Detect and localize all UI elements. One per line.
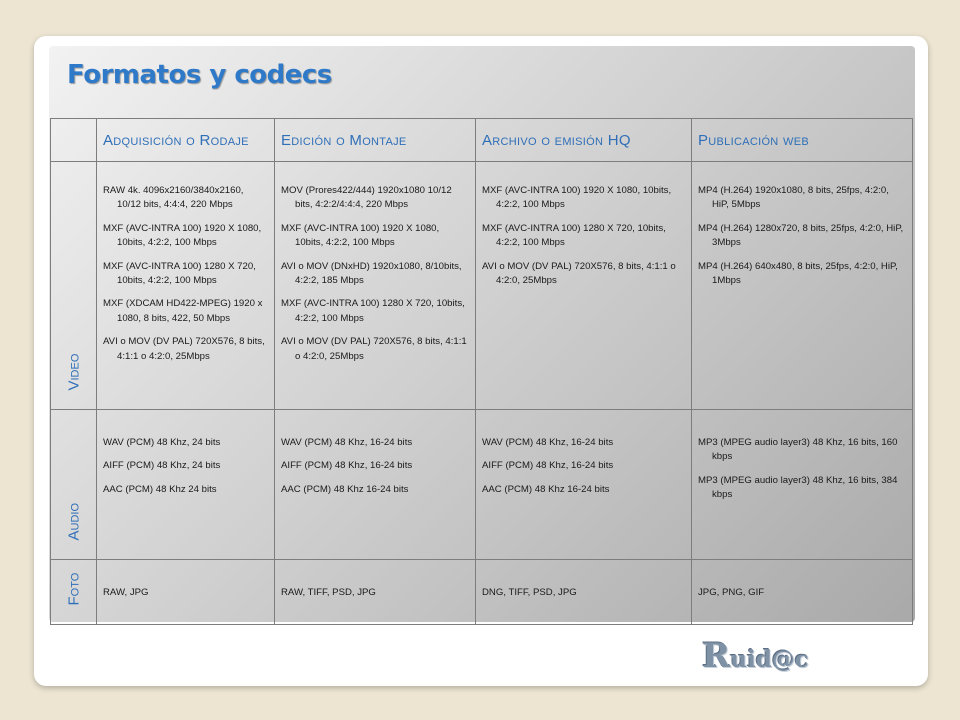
column-header: Adquisición o Rodaje [97, 119, 275, 162]
cell-entry: AIFF (PCM) 48 Khz, 24 bits [103, 460, 221, 472]
table-cell [275, 560, 476, 625]
table-cell [97, 560, 275, 625]
table-cell [275, 410, 476, 560]
table-cell [97, 162, 275, 410]
page-title: Formatos y codecs [67, 60, 332, 90]
cell-entry: AVI o MOV (DV PAL) 720X576, 8 bits, 4:1:1 o 4:2:0, 25Mbps [482, 260, 676, 286]
table-row-video [51, 162, 913, 410]
cell-entry: RAW, JPG [103, 587, 149, 598]
table-cell [97, 410, 275, 560]
table-cell [476, 410, 692, 560]
column-header: Edición o Montaje [275, 119, 476, 162]
cell-entry: MXF (XDCAM HD422-MPEG) 1920 x 1080, 8 bits, 422, 50 Mbps [103, 298, 263, 324]
table-row-foto [51, 560, 913, 625]
ruidac-logo [702, 636, 809, 676]
table-cell [692, 162, 913, 410]
logo-initial: R [702, 636, 731, 676]
cell-entry: AVI o MOV (DV PAL) 720X576, 8 bits, 4:1:1 o 4:2:0, 25Mbps [103, 336, 265, 362]
cell-entry: MP3 (MPEG audio layer3) 48 Khz, 16 bits, 160 kbps [698, 437, 898, 463]
cell-entry: WAV (PCM) 48 Khz, 24 bits [103, 437, 221, 448]
cell-entry: DNG, TIFF, PSD, JPG [482, 587, 577, 598]
cell-entry: MXF (AVC-INTRA 100) 1920 X 1080, 10bits, 4:2:2, 100 Mbps [103, 222, 262, 249]
cell-entry: MP4 (H.264) 1280x720, 8 bits, 25fps, 4:2:0, HiP, 3Mbps [698, 222, 904, 249]
cell-entry: MP4 (H.264) 1920x1080, 8 bits, 25fps, 4:2:0, HiP, 5Mbps [698, 185, 889, 211]
cell-entry: MP3 (MPEG audio layer3) 48 Khz, 16 bits, 384 kbps [698, 474, 898, 501]
cell-entry: RAW 4k. 4096x2160/3840x2160, 10/12 bits, 4:4:4, 220 Mbps [103, 185, 244, 211]
logo-text: uid@c [730, 646, 809, 673]
cell-entry: AAC (PCM) 48 Khz 16-24 bits [482, 483, 610, 495]
cell-entry: AIFF (PCM) 48 Khz, 16-24 bits [281, 460, 413, 472]
cell-entry: MOV (Prores422/444) 1920x1080 10/12 bits, 4:2:2/4:4:4, 220 Mbps [281, 185, 452, 211]
cell-entry: WAV (PCM) 48 Khz, 16-24 bits [281, 437, 413, 448]
cell-entry: AVI o MOV (DNxHD) 1920x1080, 8/10bits, 4:2:2, 185 Mbps [281, 260, 462, 286]
table-cell [692, 410, 913, 560]
table-cell [476, 560, 692, 625]
cell-entry: MXF (AVC-INTRA 100) 1920 X 1080, 10bits, 4:2:2, 100 Mbps [482, 185, 672, 211]
cell-entry: AAC (PCM) 48 Khz 16-24 bits [281, 483, 409, 495]
cell-entry: AVI o MOV (DV PAL) 720X576, 8 bits, 4:1:1 o 4:2:0, 25Mbps [281, 336, 467, 362]
cell-entry: MXF (AVC-INTRA 100) 1280 X 720, 10bits, 4:2:2, 100 Mbps [482, 222, 666, 249]
column-header: Publicación web [692, 119, 913, 162]
table-header-row [51, 119, 913, 162]
cell-entry: AIFF (PCM) 48 Khz, 16-24 bits [482, 460, 614, 472]
row-header: Foto [51, 560, 97, 625]
formats-table [50, 118, 913, 625]
cell-entry: AAC (PCM) 48 Khz 24 bits [103, 483, 217, 495]
corner-cell [51, 119, 97, 162]
table-row-audio [51, 410, 913, 560]
cell-entry: MXF (AVC-INTRA 100) 1920 X 1080, 10bits, 4:2:2, 100 Mbps [281, 222, 440, 249]
cell-entry: RAW, TIFF, PSD, JPG [281, 587, 376, 598]
cell-entry: WAV (PCM) 48 Khz, 16-24 bits [482, 437, 614, 448]
cell-entry: JPG, PNG, GIF [698, 587, 765, 598]
table-cell [476, 162, 692, 410]
cell-entry: MXF (AVC-INTRA 100) 1280 X 720, 10bits, 4:2:2, 100 Mbps [281, 298, 465, 324]
cell-entry: MP4 (H.264) 640x480, 8 bits, 25fps, 4:2:0, HiP, 1Mbps [698, 260, 898, 286]
cell-entry: MXF (AVC-INTRA 100) 1280 X 720, 10bits, 4:2:2, 100 Mbps [103, 260, 256, 286]
table-cell [275, 162, 476, 410]
column-header: Archivo o emisión HQ [476, 119, 692, 162]
row-header: Audio [51, 410, 97, 560]
table-cell [692, 560, 913, 625]
row-header: Video [51, 162, 97, 410]
